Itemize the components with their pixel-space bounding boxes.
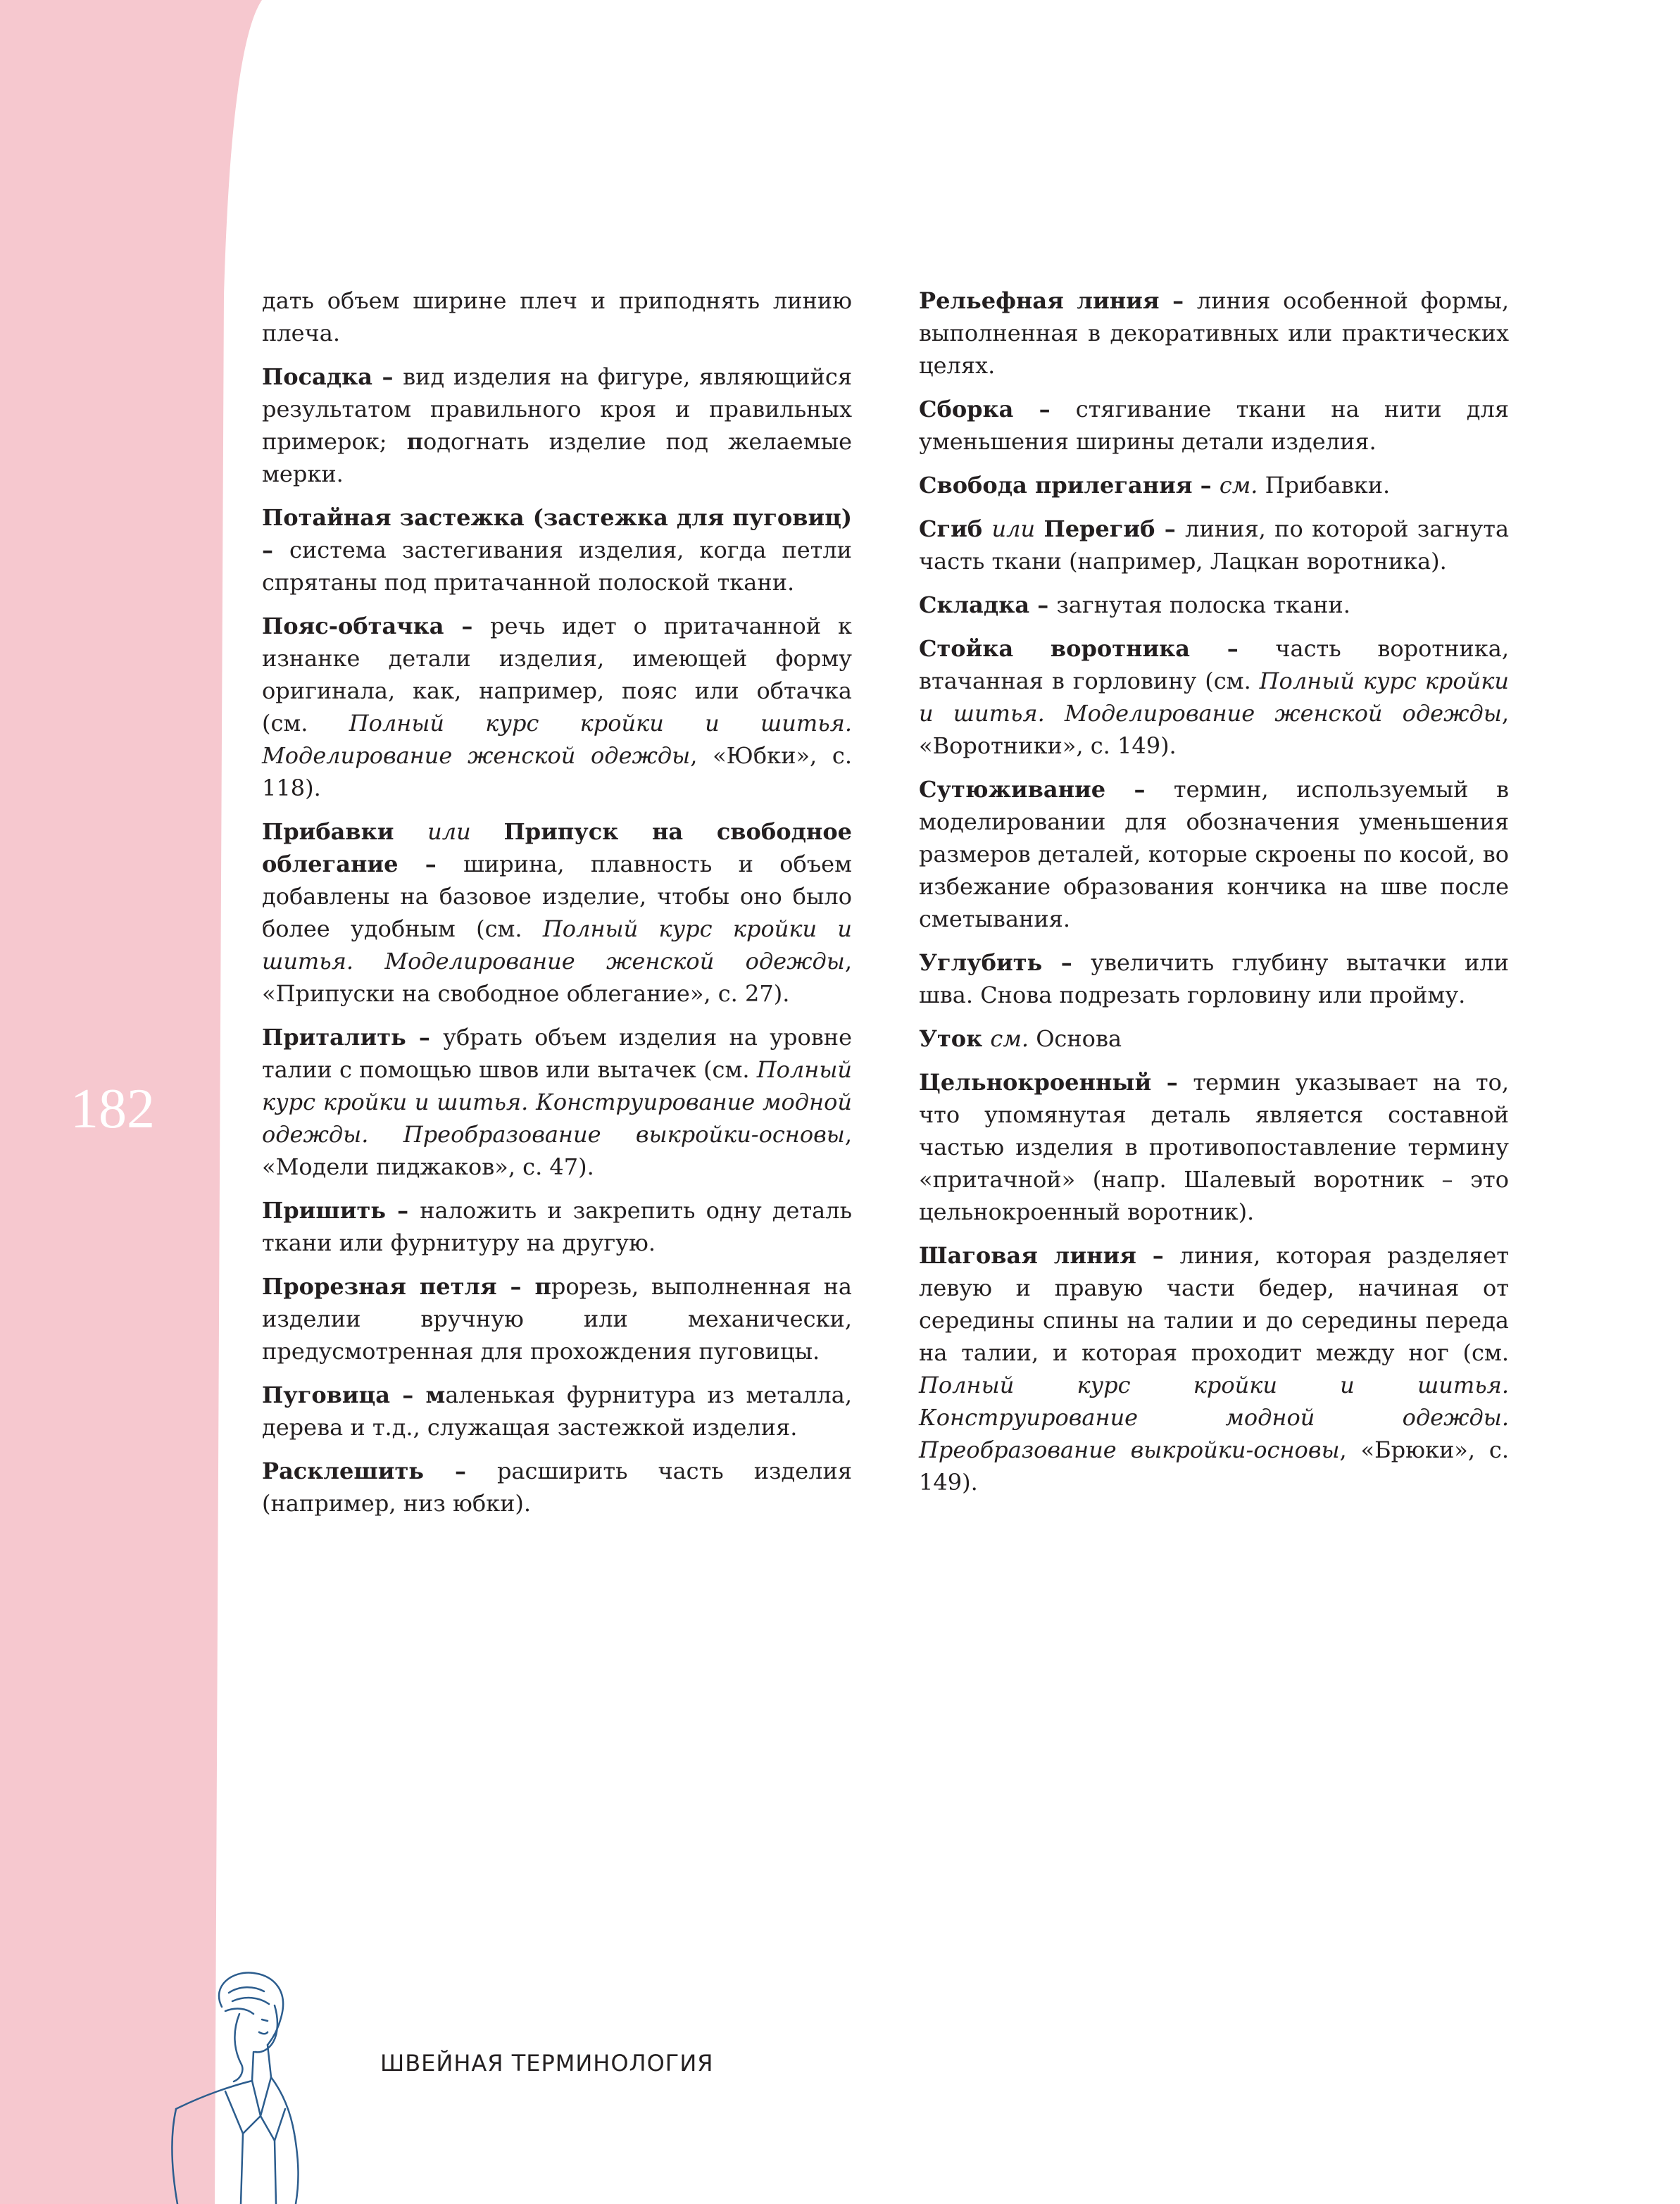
definition-text: рорезь, выполненная на изделии вручную или механически, предусмотренная для прохождения пуговицы. (262, 1273, 853, 1365)
definition-text: одогнать изделие под желаемые мерки. (262, 428, 853, 487)
italic-reference: Полный курс кройки и шитья. Моделирование женской одежды (262, 710, 853, 769)
definition-text: ширина, плавность и объем добавлены на базовое изделие, чтобы оно было более удобным (см. (262, 851, 853, 942)
glossary-entry (919, 946, 1509, 1011)
glossary-term: Перегиб – (1043, 515, 1186, 542)
glossary-left-column (262, 284, 852, 1531)
glossary-entry (262, 1270, 852, 1367)
italic-reference: или (991, 515, 1044, 542)
glossary-entry (262, 361, 852, 490)
definition-text: линия, которая разделяет левую и правую части бедер, начиная от середины спины на талии и до середины переда на талии, и которая проходит между ног (см. (919, 1242, 1510, 1366)
glossary-term: Пуговица – м (262, 1382, 446, 1408)
definition-text: линия, по которой загнута часть ткани (например, Лацкан воротника). (919, 515, 1510, 575)
glossary-term: Рельефная линия – (919, 287, 1197, 314)
definition-text: , «Модели пиджаков», с. 47). (262, 1121, 852, 1180)
glossary-entry (919, 469, 1509, 501)
glossary-term: Пришить – (262, 1197, 420, 1224)
definition-text: Основа (1036, 1025, 1122, 1052)
definition-text: речь идет о притачанной к изнанке детали изделия, имеющей форму оригинала, как, например, пояс или обтачка (см. (262, 613, 853, 737)
definition-text: система застегивания изделия, когда петли спрятаны под притачанной полоской ткани. (262, 537, 853, 596)
glossary-entry (262, 1021, 852, 1183)
glossary-term: Прорезная петля – п (262, 1273, 551, 1300)
glossary-right-column (919, 284, 1509, 1510)
italic-reference: Полный курс кройки и шитья. Конструирование модной одежды. Преобразование выкройки-основы (919, 1372, 1509, 1463)
page-number: 182 (70, 1078, 155, 1140)
glossary-term: Припуск на свободное облегание – (262, 818, 853, 877)
italic-reference: Полный курс кройки и шитья. Конструирование модной одежды. Преобразование выкройки-основы (262, 1056, 852, 1148)
glossary-term: Шаговая линия – (919, 1242, 1180, 1269)
glossary-entry (262, 284, 852, 349)
glossary-entry (262, 815, 852, 1010)
glossary-term: Свобода прилегания – (919, 472, 1220, 499)
definition-text: часть воротника, втачанная в горловину (см. (919, 635, 1510, 694)
definition-text: вид изделия на фигуре, являющийся результатом правильного кроя и правильных примерок; (262, 363, 853, 455)
glossary-term: Уток (919, 1025, 991, 1052)
glossary-entry (919, 773, 1509, 935)
italic-reference: см. (990, 1025, 1036, 1052)
glossary-term: Расклешить – (262, 1458, 497, 1484)
glossary-term: Цельнокроенный – (919, 1069, 1193, 1096)
definition-text: увеличить глубину вытачки или шва. Снова подрезать горловину или пройму. (919, 949, 1510, 1008)
glossary-entry (919, 1239, 1509, 1498)
italic-reference: Полный курс кройки и шитья. Моделирование женской одежды (919, 668, 1509, 727)
glossary-entry (262, 501, 852, 599)
woman-sketch-illustration (155, 1965, 310, 2204)
italic-reference: Полный курс кройки и шитья. Моделирование женской одежды (262, 915, 852, 975)
running-footer: ШВЕЙНАЯ ТЕРМИНОЛОГИЯ (380, 2050, 714, 2077)
definition-text: дать объем ширине плеч и приподнять линию плеча. (262, 287, 852, 346)
definition-text: Прибавки. (1265, 472, 1391, 499)
italic-reference: или (427, 818, 504, 845)
glossary-term: п (406, 428, 423, 455)
glossary-term: Сутюживание – (919, 776, 1174, 803)
glossary-term: Стойка воротника – (919, 635, 1276, 662)
definition-text: аленькая фурнитура из металла, дерева и т.д., служащая застежкой изделия. (262, 1382, 853, 1441)
glossary-entry (919, 632, 1509, 762)
glossary-term: Углубить – (919, 949, 1091, 976)
glossary-term: Посадка – (262, 363, 403, 390)
definition-text: , «Юбки», с. 118). (262, 742, 852, 801)
glossary-term: Потайная застежка (застежка для пуговиц) – (262, 504, 852, 563)
definition-text: термин, используемый в моделировании для обозначения уменьшения размеров деталей, которые скроены по косой, во избежание образования кончика на шве после сметывания. (919, 776, 1510, 932)
glossary-entry (919, 393, 1509, 458)
definition-text: наложить и закрепить одну деталь ткани или фурнитуру на другую. (262, 1197, 853, 1256)
glossary-entry (262, 610, 852, 804)
glossary-entry (262, 1379, 852, 1444)
glossary-entry (262, 1194, 852, 1259)
glossary-entry (262, 1455, 852, 1520)
definition-text: расширить часть изделия (например, низ юбки). (262, 1458, 852, 1517)
glossary-term: Сборка – (919, 396, 1076, 422)
glossary-term: Складка – (919, 591, 1057, 618)
glossary-term: Прибавки (262, 818, 428, 845)
glossary-term: Приталить – (262, 1024, 444, 1051)
definition-text: линия особенной формы, выполненная в декоративных или практических целях. (919, 287, 1510, 379)
glossary-entry (919, 284, 1509, 382)
glossary-entry (919, 513, 1509, 577)
glossary-entry (919, 1066, 1509, 1228)
definition-text: убрать объем изделия на уровне талии с помощью швов или вытачек (см. (262, 1024, 853, 1083)
glossary-entry (919, 1022, 1509, 1055)
glossary-term: Сгиб (919, 515, 992, 542)
definition-text: , «Брюки», с. 149). (919, 1436, 1509, 1496)
definition-text: загнутая полоска ткани. (1056, 591, 1350, 618)
glossary-term: Пояс-обтачка – (262, 613, 491, 639)
definition-text: термин указывает на то, что упомянутая деталь является составной частью изделия в противопоставление термину «притачной» (напр. Шалевый воротник – это цельнокроенный воротник). (919, 1069, 1510, 1225)
definition-text: , «Воротники», с. 149). (919, 700, 1509, 759)
italic-reference: см. (1219, 472, 1265, 499)
definition-text: , «Припуски на свободное облегание», с. 27). (262, 948, 852, 1007)
definition-text: стягивание ткани на нити для уменьшения ширины детали изделия. (919, 396, 1510, 455)
glossary-entry (919, 589, 1509, 621)
